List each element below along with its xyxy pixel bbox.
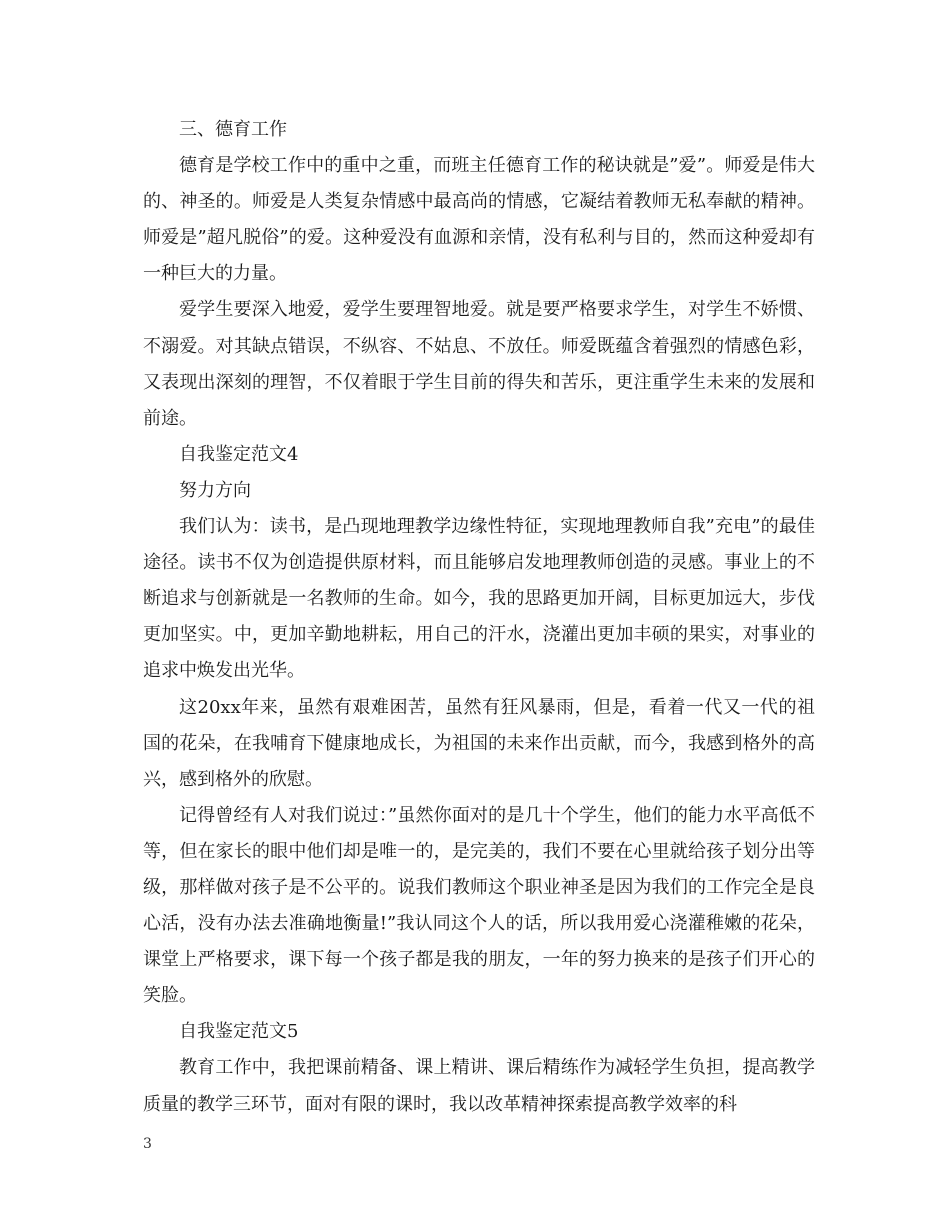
document-body: [143, 112, 815, 1123]
paragraph: 记得曾经有人对我们说过：”虽然你面对的是几十个学生，他们的能力水平高低不等，但在家长的眼中他们却是唯一的，是完美的，我们不要在心里就给孩子划分出等级，那样做对孩子是不公平的。说我们教师这个职业神圣是因为我们的工作完全是良心活，没有办法去准确地衡量!”我认同这个人的话，所以我用爱心浇灌稚嫩的花朵，课堂上严格要求，课下每一个孩子都是我的朋友，一年的努力换来的是孩子们开心的笑脸。: [143, 804, 815, 1007]
page-number: 3: [143, 1136, 152, 1152]
section-heading-sample-5: 自我鉴定范文5: [179, 1021, 299, 1043]
subheading-direction: 努力方向: [179, 479, 251, 501]
paragraph: 我们认为：读书，是凸现地理教学边缘性特征，实现地理教师自我”充电”的最佳途径。读书不仅为创造提供原材料，而且能够启发地理教师创造的灵感。事业上的不断追求与创新就是一名教师的生命。如今，我的思路更加开阔，目标更加远大，步伐更加坚实。中，更加辛勤地耕耘，用自己的汗水，浇灌出更加丰硕的果实，对事业的追求中焕发出光华。: [143, 516, 815, 682]
paragraph: 爱学生要深入地爱，爱学生要理智地爱。就是要严格要求学生，对学生不娇惯、不溺爱。对其缺点错误，不纵容、不姑息、不放任。师爱既蕴含着强烈的情感色彩，又表现出深刻的理智，不仅着眼于学生目前的得失和苦乐，更注重学生未来的发展和前途。: [143, 299, 815, 429]
paragraph: 教育工作中，我把课前精备、课上精讲、课后精练作为减轻学生负担，提高教学质量的教学三环节，面对有限的课时，我以改革精神探索提高教学效率的科: [143, 1057, 815, 1115]
paragraph: 德育是学校工作中的重中之重，而班主任德育工作的秘诀就是”爱”。师爱是伟大的、神圣的。师爱是人类复杂情感中最高尚的情感，它凝结着教师无私奉献的精神。师爱是”超凡脱俗”的爱。这种爱没有血源和亲情，没有私利与目的，然而这种爱却有一种巨大的力量。: [143, 155, 815, 285]
section-heading-moral-education: 三、德育工作: [179, 119, 287, 140]
section-heading-sample-4: 自我鉴定范文4: [179, 443, 299, 465]
paragraph: 这20xx年来，虽然有艰难困苦，虽然有狂风暴雨，但是，看着一代又一代的祖国的花朵，在我哺育下健康地成长，为祖国的未来作出贡献，而今，我感到格外的高兴，感到格外的欣慰。: [143, 696, 815, 790]
